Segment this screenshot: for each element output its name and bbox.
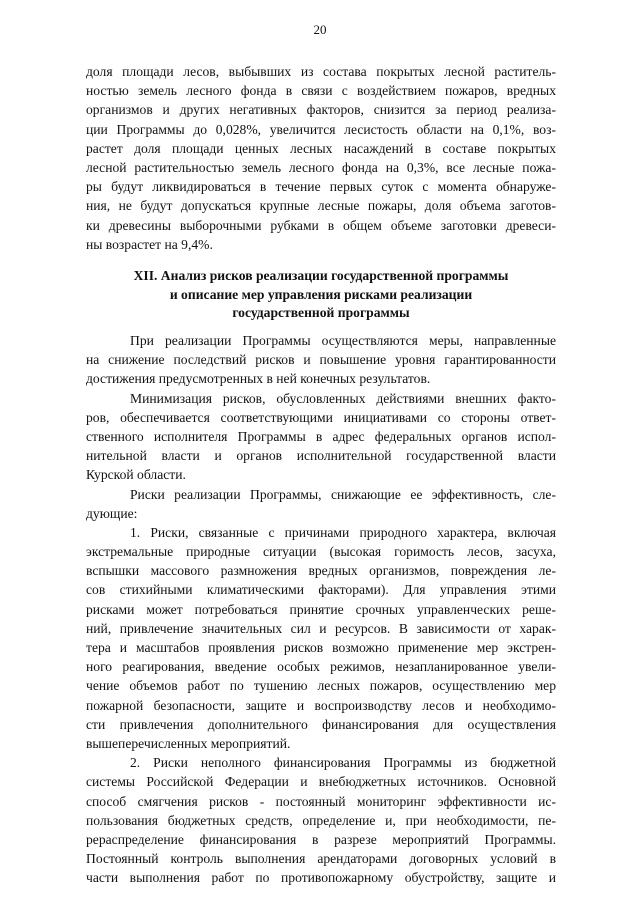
text-line: системы Российской Федерации и внебюджетных источников. Основной	[86, 774, 556, 790]
text-line: 1. Риски, связанные с причинами природного характера, включая	[130, 524, 556, 540]
text-line: сти привлечения дополнительного финансирования для осуществления	[86, 716, 556, 732]
text-line: на снижение последствий рисков и повышение уровня гарантированности	[86, 352, 556, 368]
text-line: ного реагирования, введение особых режимов, незапланированное увели-	[86, 659, 556, 675]
heading-line: XII. Анализ рисков реализации государственной программы	[133, 268, 509, 283]
text-line: ры будут ликвидироваться в течение первых суток с момента обнаруже-	[86, 179, 556, 195]
text-line: ки древесины выборочными рубками в общем объеме заготовки древеси-	[86, 217, 556, 233]
text-line: доля площади лесов, выбывших из состава покрытых лесной раститель-	[86, 64, 556, 79]
text-line: пользования бюджетных средств, определение и, при необходимости, пе-	[86, 812, 556, 828]
text-line: способ смягчения рисков - постоянный мониторинг эффективности ис-	[86, 793, 556, 809]
text-line: чение объемов работ по тушению лесных пожаров, осуществлению мер	[86, 678, 556, 694]
text-line: организмов и других негативных факторов, снизится за период реализа-	[86, 102, 556, 118]
intro-paragraph	[86, 62, 556, 254]
text-line: пожарной безопасности, защите и воспроизводству лесов и необходимо-	[86, 697, 556, 713]
text-line: Риски реализации Программы, снижающие ее эффективность, сле-	[130, 486, 556, 502]
text-line: вышеперечисленных мероприятий.	[86, 735, 291, 751]
body-text	[86, 331, 556, 887]
text-line: При реализации Программы осуществляются меры, направленные	[130, 333, 556, 348]
text-line: тера и масштабов проявления рисков возможно применение мер экстрен-	[86, 640, 556, 655]
heading-line: государственной программы	[232, 305, 410, 320]
text-line: ния, не будут допускаться крупные лесные пожары, доля объема заготов-	[86, 198, 556, 214]
text-line: ний, привлечение значительных сил и ресурсов. В зависимости от харак-	[86, 620, 556, 636]
text-line: экстремальные природные ситуации (высокая горимость лесов, засуха,	[86, 544, 556, 560]
text-line: достижения предусмотренных в ней конечных результатов.	[86, 371, 431, 387]
text-line: сов стихийными климатическими факторами). Для управления этими	[86, 582, 556, 598]
text-line: нительной власти и органов исполнительной государственной власти	[86, 448, 556, 464]
text-line: ров, обеспечивается соответствующими инициативами со стороны ответ-	[86, 409, 556, 425]
text-line: лесной растительностью земель лесного фонда на 0,3%, все лесные пожа-	[86, 159, 556, 175]
text-line: ностью земель лесного фонда в связи с воздействием пожаров, вредных	[86, 83, 556, 99]
text-line: Курской области.	[86, 467, 186, 483]
text-line: 2. Риски неполного финансирования Программы из бюджетной	[130, 755, 556, 771]
text-line: рисками может потребоваться принятие срочных управленческих реше-	[86, 601, 556, 617]
text-line: Постоянный контроль выполнения арендаторами договорных условий в	[86, 851, 556, 867]
text-line: ственного исполнителя Программы в адрес федеральных органов испол-	[86, 428, 556, 444]
text-line: дующие:	[86, 505, 138, 521]
text-line: растет доля площади ценных лесных насаждений в составе покрытых	[86, 140, 556, 156]
text-line: части выполнения работ по противопожарному обустройству, защите и	[86, 870, 556, 886]
text-line: вспышки массового размножения вредных организмов, повреждения ле-	[86, 563, 556, 579]
text-line: ны возрастет на 9,4%.	[86, 236, 213, 252]
text-line: рераспределение финансирования в разрезе мероприятий Программы.	[86, 831, 556, 847]
page-number: 20	[313, 22, 327, 37]
section-heading	[86, 267, 556, 323]
heading-line: и описание мер управления рисками реализации	[169, 286, 473, 302]
text-line: ции Программы до 0,028%, увеличится лесистость области на 0,1%, воз-	[86, 121, 556, 137]
text-line: Минимизация рисков, обусловленных действиями внешних факто-	[130, 390, 556, 406]
